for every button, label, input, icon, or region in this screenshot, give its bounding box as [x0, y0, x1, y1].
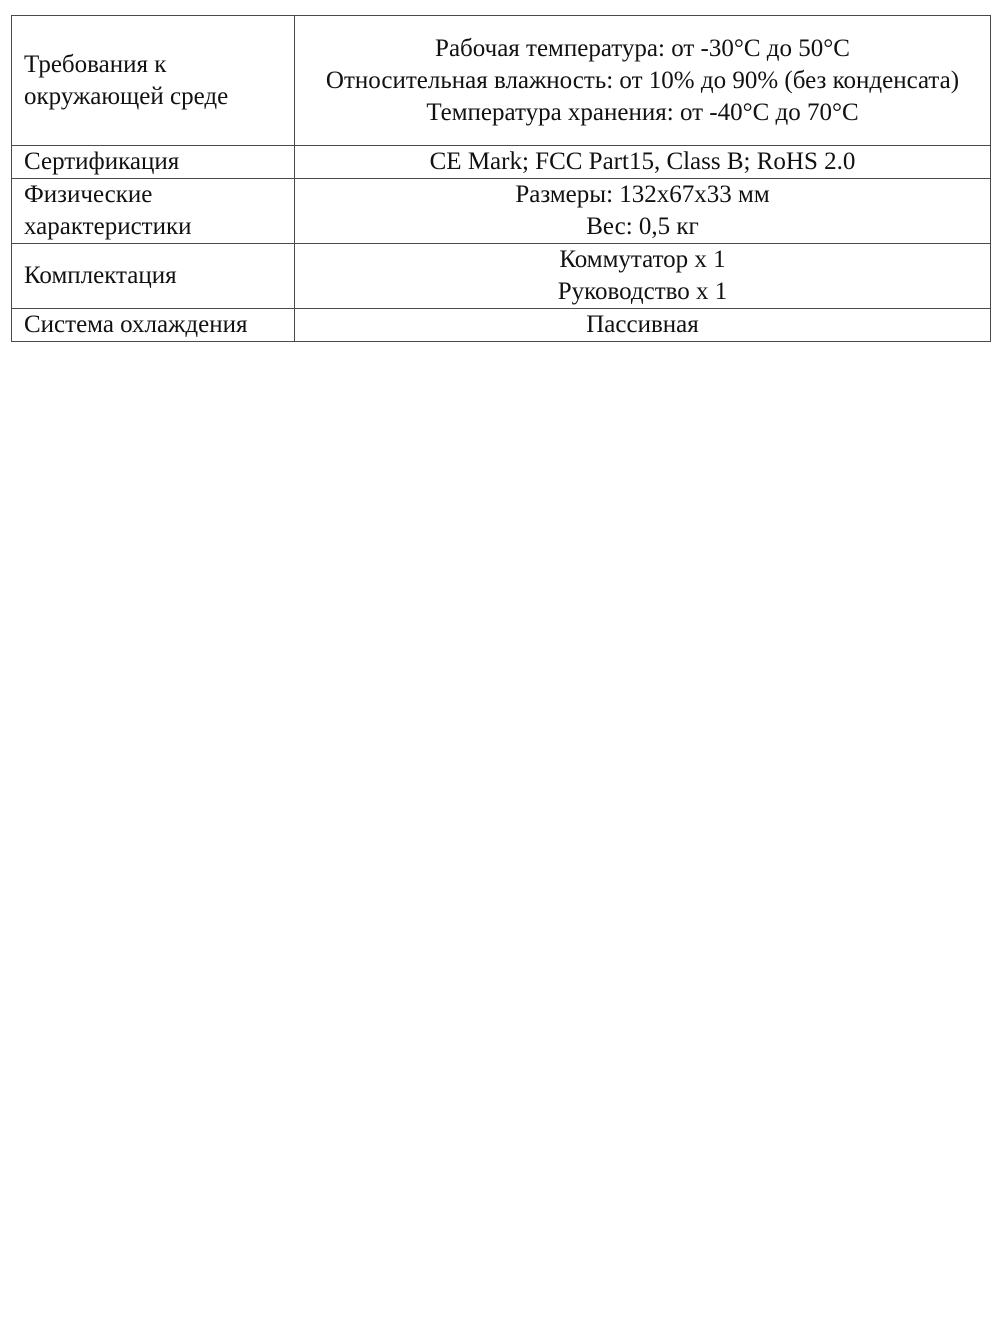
weight-text: Вес: 0,5 кг — [586, 213, 699, 240]
certification-label: Сертификация — [12, 146, 295, 179]
cooling-text: Пассивная — [586, 311, 699, 338]
specifications-table — [11, 15, 991, 342]
physical-value — [295, 179, 991, 244]
table-row-physical — [12, 179, 991, 244]
physical-label: Физические характеристики — [12, 179, 295, 244]
table-row-package — [12, 244, 991, 309]
environment-value — [295, 16, 991, 146]
relative-humidity-text: Относительная влажность: от 10% до 90% (без конденсата) — [325, 66, 960, 94]
table-row-cooling — [12, 309, 991, 342]
operating-temperature-text: Рабочая температура: от -30°C до 50°C — [435, 34, 850, 62]
environment-label: Требования к окружающей среде — [12, 16, 295, 146]
package-value — [295, 244, 991, 309]
table-row-environment — [12, 16, 991, 146]
manual-quantity-text: Руководство х 1 — [557, 278, 728, 305]
table-row-certification — [12, 146, 991, 179]
package-label: Комплектация — [12, 244, 295, 309]
switch-quantity-text: Коммутатор х 1 — [559, 246, 726, 273]
cooling-value — [295, 309, 991, 342]
certification-text: CE Mark; FCC Part15, Class B; RoHS 2.0 — [429, 148, 856, 175]
dimensions-text: Размеры: 132x67x33 мм — [515, 181, 770, 208]
certification-value — [295, 146, 991, 179]
storage-temperature-text: Температура хранения: от -40°C до 70°C — [426, 98, 859, 126]
cooling-label: Система охлаждения — [12, 309, 295, 342]
